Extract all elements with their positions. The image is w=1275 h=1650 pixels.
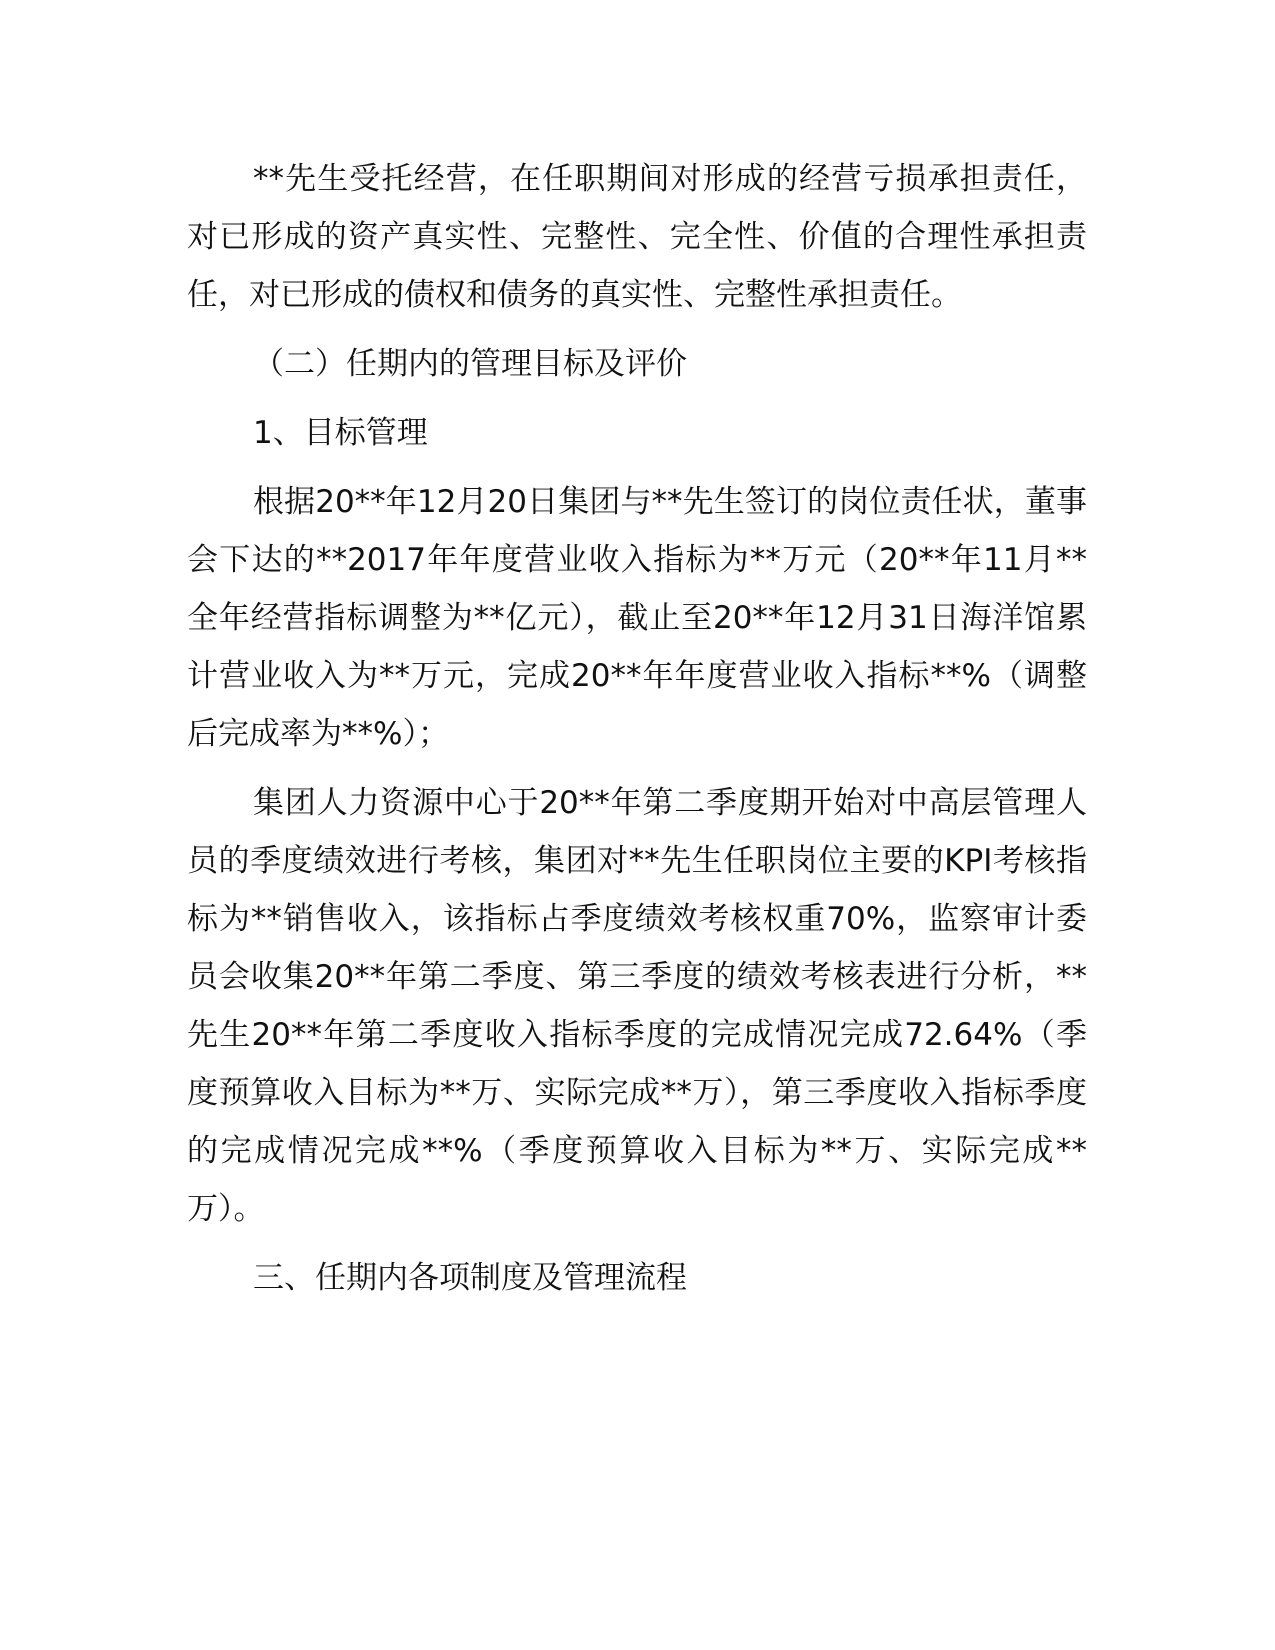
paragraph-kpi-assessment: 集团人力资源中心于20**年第二季度期开始对中高层管理人员的季度绩效进行考核，集团对**先生任职岗位主要的KPI考核指标为**销售收入，该指标占季度绩效考核权重70%，监察审计委员会收集20**年第二季度、第三季度的绩效考核表进行分析，**先生20**年第二季度收入指标季度的完成情况完成72.64%（季度预算收入目标为**万、实际完成**万），第三季度收入指标季度的完成情况完成**%（季度预算收入目标为**万、实际完成**万）。 [187, 785, 1087, 1227]
subsection-heading-goal-management: 1、目标管理 [253, 415, 428, 451]
paragraph-revenue-target: 根据20**年12月20日集团与**先生签订的岗位责任状，董事会下达的**2017年年度营业收入指标为**万元（20**年11月**全年经营指标调整为**亿元），截止至20**年12月31日海洋馆累计营业收入为**万元，完成20**年年度营业收入指标**%（调整后完成率为**%）； [187, 484, 1087, 752]
paragraph-responsibility: **先生受托经营，在任职期间对形成的经营亏损承担责任，对已形成的资产真实性、完整性、完全性、价值的合理性承担责任，对已形成的债权和债务的真实性、完整性承担责任。 [187, 161, 1087, 313]
section-heading-management-goals: （二）任期内的管理目标及评价 [253, 346, 687, 382]
section-heading-policies-processes: 三、任期内各项制度及管理流程 [253, 1260, 687, 1296]
document-body [187, 150, 1087, 1318]
